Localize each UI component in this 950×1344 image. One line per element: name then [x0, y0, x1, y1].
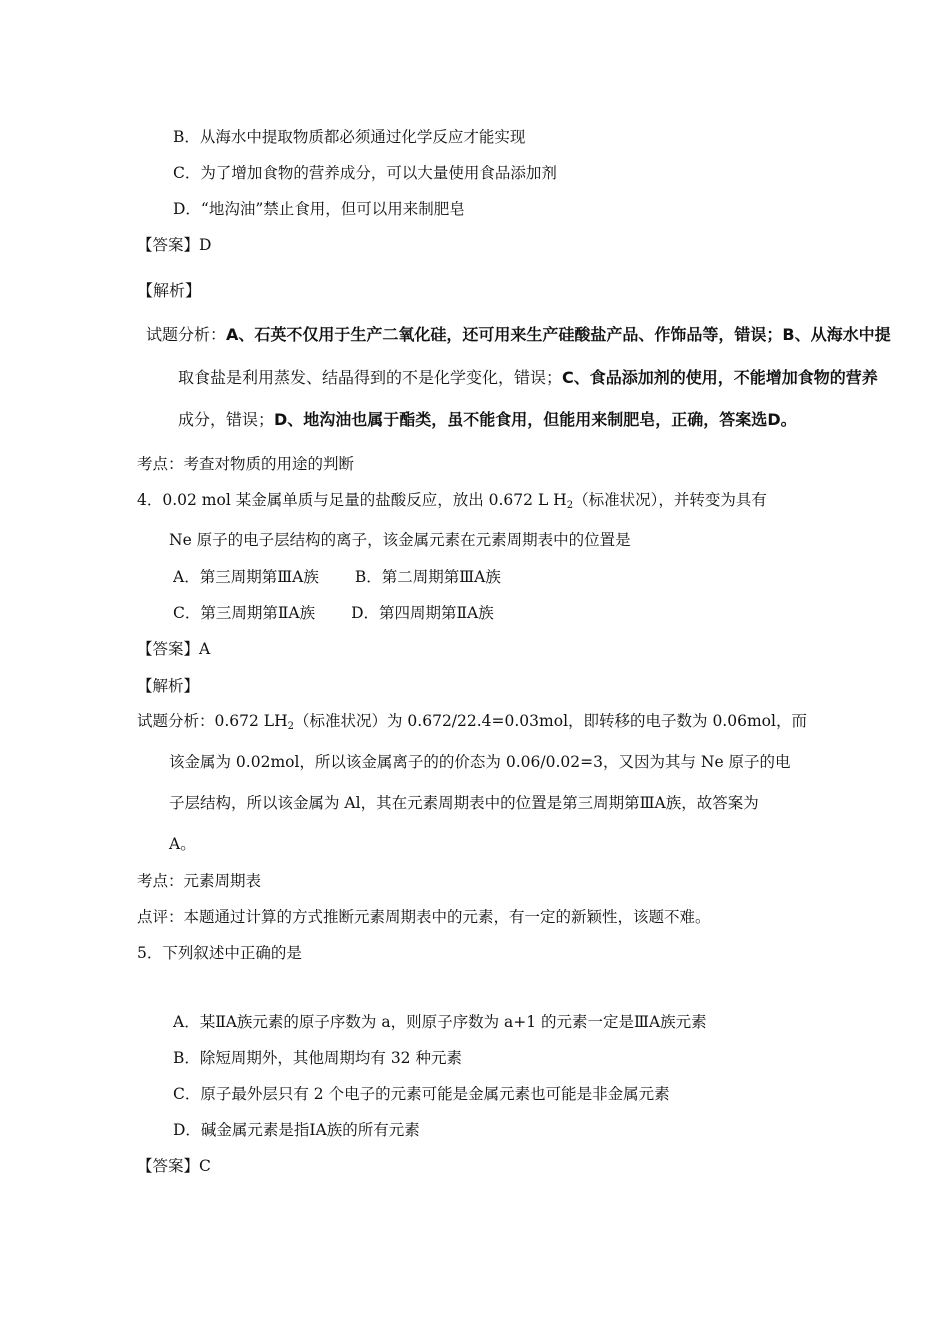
q3-analysis-line-1-lead: 试题分析： [146, 325, 227, 344]
q4-stem-line-1-a: 4．0.02 mol 某金属单质与足量的盐酸反应，放出 0.672 L H [137, 491, 567, 509]
q4-stem-line-1-b: （标准状况），并转变为具有 [573, 491, 767, 509]
q3-analysis-line-3 [178, 410, 797, 430]
q4-option-a: A．第三周期第ⅢA族 [173, 568, 319, 586]
q3-analysis-line-2 [178, 368, 878, 388]
q3-option-b: B．从海水中提取物质都必须通过化学反应才能实现 [173, 128, 526, 146]
q5-option-a: A．某ⅡA族元素的原子序数为 a，则原子序数为 a+1 的元素一定是ⅢA族元素 [173, 1013, 707, 1031]
q3-analysis-line-1-b: B、从海水中提 [782, 325, 891, 344]
q4-answer: 【答案】A [137, 640, 211, 658]
q4-stem-line-2: Ne 原子的电子层结构的离子，该金属元素在元素周期表中的位置是 [169, 531, 631, 549]
q3-analysis-heading: 【解析】 [137, 281, 202, 300]
q4-analysis-line-1-b: （标准状况）为 0.672/22.4=0.03mol，即转移的电子数为 0.06mol，而 [294, 712, 807, 730]
q4-options-row-2 [173, 603, 494, 623]
q4-analysis-line-3: 子层结构，所以该金属为 Al，其在元素周期表中的位置是第三周期第ⅢA族，故答案为 [169, 794, 759, 812]
q3-analysis-line-3-c: D。 [767, 410, 797, 429]
q5-option-b: B．除短周期外，其他周期均有 32 种元素 [173, 1049, 462, 1067]
q4-stem-subscript: 2 [566, 500, 574, 511]
q5-option-c: C．原子最外层只有 2 个电子的元素可能是金属元素也可能是非金属元素 [173, 1085, 670, 1103]
q4-option-c: C．第三周期第ⅡA族 [173, 604, 316, 622]
q4-kaodian: 考点：元素周期表 [137, 872, 262, 890]
q3-analysis-line-2-b: C、食品添加剂的使用，不能增加食物的营养 [562, 368, 878, 387]
q3-analysis-line-1-a: A、石英不仅用于生产二氧化硅，还可用来生产硅酸盐产品、作饰品等，错误； [226, 325, 783, 344]
q4-stem-line-1 [137, 490, 767, 516]
q3-analysis-line-2-a: 取食盐是利用蒸发、结晶得到的不是化学变化，错误； [178, 368, 563, 387]
q4-analysis-subscript: 2 [287, 721, 294, 732]
q3-analysis-line-1 [146, 325, 891, 345]
q4-options-row-1 [173, 567, 501, 587]
q4-analysis-line-2: 该金属为 0.02mol，所以该金属离子的的价态为 0.06/0.02=3，又因为其与 Ne 原子的电 [169, 753, 791, 771]
q4-analysis-line-1-a: 试题分析：0.672 LH [137, 712, 288, 730]
q3-analysis-line-3-a: 成分，错误； [178, 410, 275, 429]
q3-option-d: D．“地沟油”禁止食用，但可以用来制肥皂 [173, 200, 465, 218]
q4-analysis-line-1 [137, 711, 807, 737]
q5-stem: 5．下列叙述中正确的是 [137, 944, 302, 962]
q4-option-b: B．第二周期第ⅢA族 [354, 568, 501, 586]
q5-answer: 【答案】C [137, 1157, 211, 1175]
q5-option-d: D．碱金属元素是指ⅠA族的所有元素 [173, 1121, 420, 1139]
q4-analysis-line-4: A。 [169, 835, 196, 853]
q3-kaodian: 考点：考查对物质的用途的判断 [137, 455, 355, 473]
q3-analysis-line-3-b: D、地沟油也属于酯类，虽不能食用，但能用来制肥皂，正确，答案选 [274, 410, 768, 429]
q4-dianping: 点评：本题通过计算的方式推断元素周期表中的元素，有一定的新颖性，该题不难。 [137, 908, 711, 926]
q4-analysis-heading: 【解析】 [137, 677, 200, 695]
q3-option-c: C．为了增加食物的营养成分，可以大量使用食品添加剂 [173, 164, 557, 182]
q3-answer: 【答案】D [137, 236, 212, 254]
q4-option-d: D．第四周期第ⅡA族 [351, 604, 494, 622]
